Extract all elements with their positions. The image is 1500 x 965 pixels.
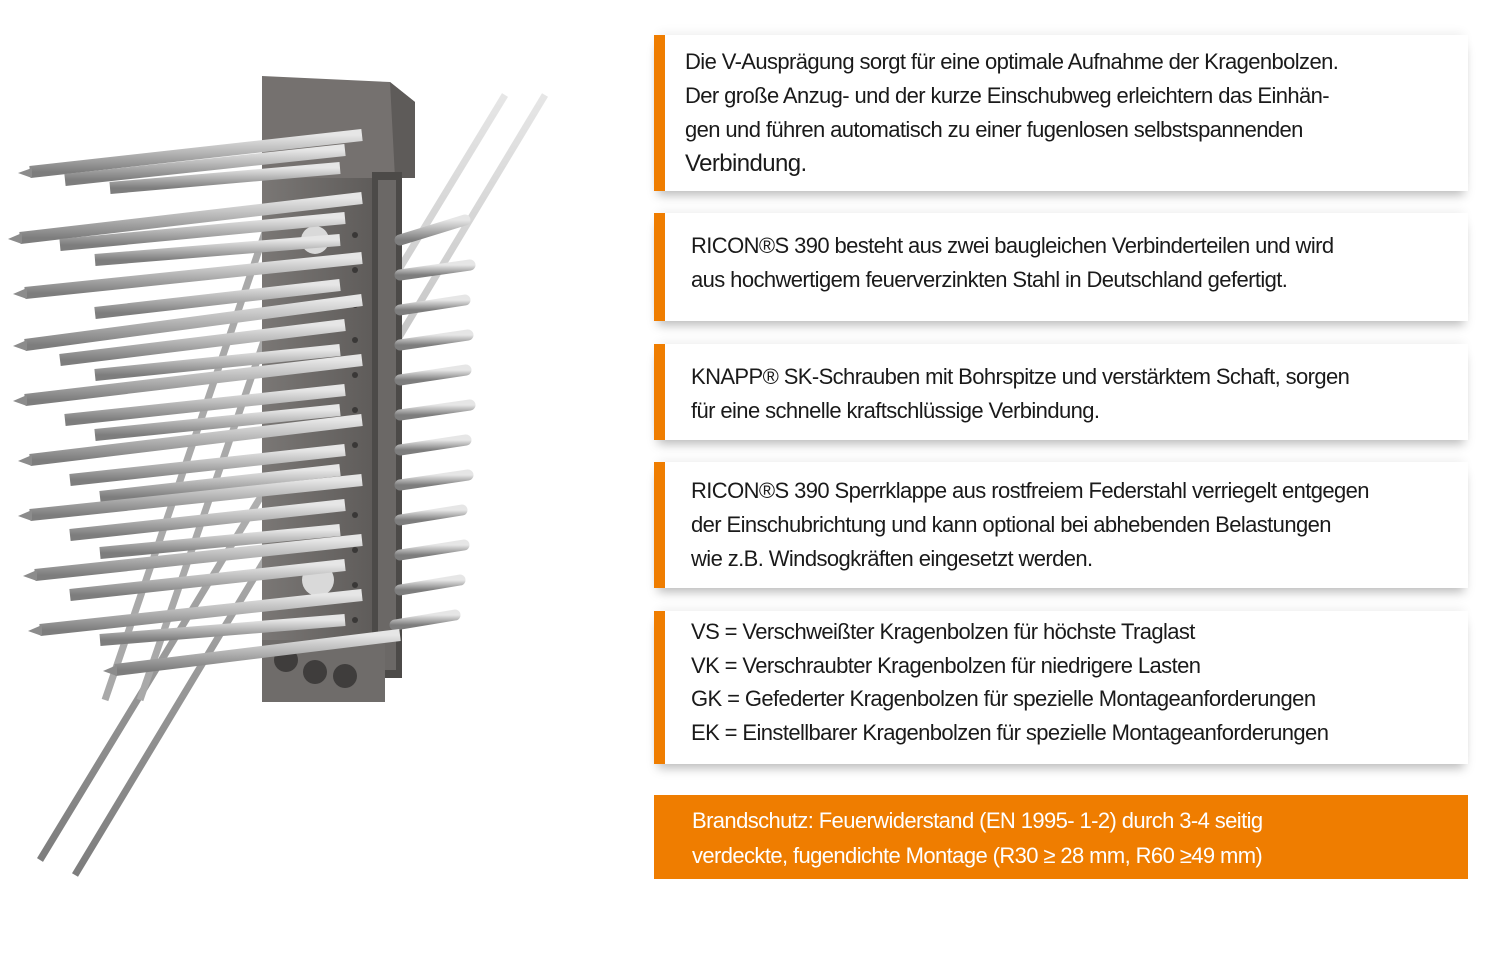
- text-line: wie z.B. Windsogkräften eingesetzt werden.: [691, 546, 1093, 571]
- info-card-bolt-types: [654, 611, 1468, 764]
- info-card-v-shape: [654, 35, 1468, 191]
- info-card-locking-flap: [654, 462, 1468, 588]
- bolt-type-list: [691, 615, 1468, 749]
- text-line: gen und führen automatisch zu einer fugenlosen selbstspannenden: [685, 117, 1303, 142]
- bolt-type-vs: VS = Verschweißter Kragenbolzen für höchste Traglast: [691, 619, 1195, 644]
- text-line: aus hochwertigem feuerverzinkten Stahl in Deutschland gefertigt.: [691, 267, 1288, 292]
- text-line: RICON®S 390 Sperrklappe aus rostfreiem Federstahl verriegelt entgegen: [691, 478, 1369, 503]
- bolt-type-vk: VK = Verschraubter Kragenbolzen für niedrigere Lasten: [691, 652, 1201, 678]
- text-line: Die V-Ausprägung sorgt für eine optimale Aufnahme der Kragenbolzen.: [685, 49, 1339, 74]
- product-illustration: [0, 60, 620, 890]
- bolt-type-ek: EK = Einstellbarer Kragenbolzen für spezielle Montageanforderungen: [691, 719, 1329, 745]
- fire-protection-highlight: [654, 795, 1468, 879]
- info-card-screws: [654, 344, 1468, 440]
- info-card-text: [691, 474, 1468, 576]
- info-card-text: [691, 229, 1468, 297]
- text-line: KNAPP® SK-Schrauben mit Bohrspitze und verstärktem Schaft, sorgen: [691, 364, 1350, 389]
- info-card-text: [685, 45, 1468, 181]
- info-card-text: [691, 360, 1468, 428]
- text-line: Verbindung.: [685, 150, 807, 177]
- text-line: Der große Anzug- und der kurze Einschubweg erleichtern das Einhän-: [685, 83, 1330, 108]
- text-line: der Einschubrichtung und kann optional bei abhebenden Belastungen: [691, 512, 1331, 537]
- text-line: für eine schnelle kraftschlüssige Verbindung.: [691, 398, 1100, 423]
- connector-with-screws-icon: [0, 60, 620, 890]
- text-line: verdeckte, fugendichte Montage (R30 ≥ 28 mm, R60 ≥49 mm): [692, 843, 1263, 868]
- bolt-type-gk: GK = Gefederter Kragenbolzen für spezielle Montageanforderungen: [691, 686, 1316, 711]
- text-line: RICON®S 390 besteht aus zwei baugleichen Verbinderteilen und wird: [691, 233, 1334, 258]
- info-card-material: [654, 213, 1468, 321]
- text-line: Brandschutz: Feuerwiderstand (EN 1995- 1-2) durch 3-4 seitig: [692, 808, 1263, 833]
